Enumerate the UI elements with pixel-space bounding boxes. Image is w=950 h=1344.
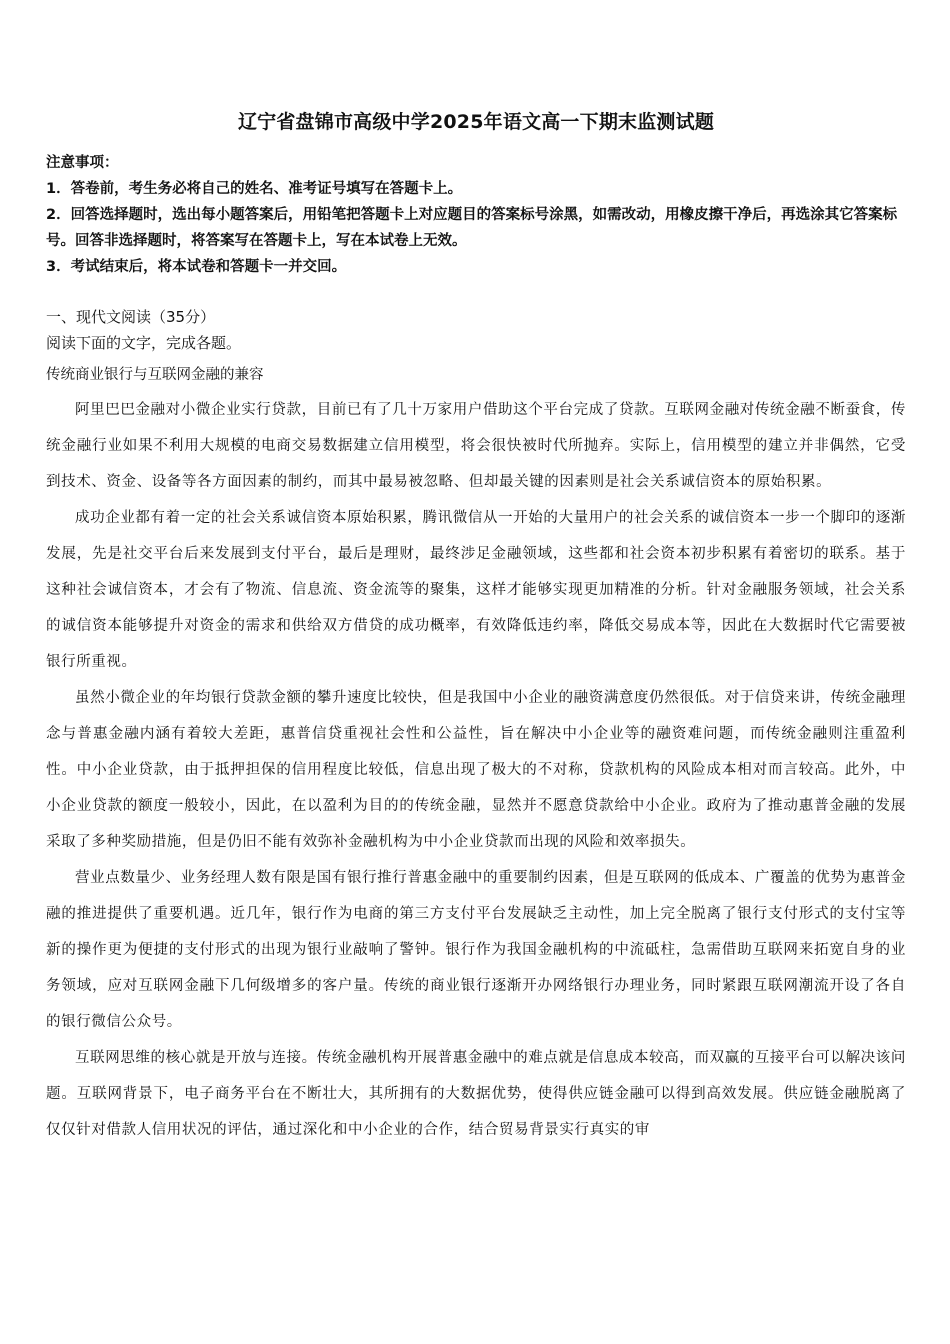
notice-item-2: 2．回答选择题时，选出每小题答案后，用铅笔把答题卡上对应题目的答案标号涂黑，如需改动，用橡皮擦干净后，再选涂其它答案标号。回答非选择题时，将答案写在答题卡上，写在本试卷上无效。 <box>46 207 898 249</box>
page-title: 辽宁省盘锦市高级中学2025年语文高一下期末监测试题 <box>237 111 715 133</box>
notice-block <box>46 150 906 280</box>
notice-item-3: 3．考试结束后，将本试卷和答题卡一并交回。 <box>46 259 347 275</box>
article-paragraph: 阿里巴巴金融对小微企业实行贷款，目前已有了几十万家用户借助这个平台完成了贷款。互联网金融对传统金融不断蚕食，传统金融行业如果不利用大规模的电商交易数据建立信用模型，将会很快被时代所抛弃。实际上，信用模型的建立并非偶然，它受到技术、资金、设备等各方面因素的制约，而其中最易被忽略、但却最关键的因素则是社会关系诚信资本的原始积累。 <box>46 402 906 490</box>
article-title: 传统商业银行与互联网金融的兼容 <box>46 367 264 383</box>
article-paragraph: 虽然小微企业的年均银行贷款金额的攀升速度比较快，但是我国中小企业的融资满意度仍然很低。对于信贷来讲，传统金融理念与普惠金融内涵有着较大差距，惠普信贷重视社会性和公益性，旨在解决中小企业等的融资难问题，而传统金融则注重盈利性。中小企业贷款，由于抵押担保的信用程度比较低，信息出现了极大的不对称，贷款机构的风险成本相对而言较高。此外，中小企业贷款的额度一般较小，因此，在以盈利为目的的传统金融，显然并不愿意贷款给中小企业。政府为了推动惠普金融的发展采取了多种奖励措施，但是仍旧不能有效弥补金融机构为中小企业贷款而出现的风险和效率损失。 <box>46 690 906 850</box>
notice-item-1: 1．答卷前，考生务必将自己的姓名、准考证号填写在答题卡上。 <box>46 181 463 197</box>
article-paragraph: 营业点数量少、业务经理人数有限是国有银行推行普惠金融中的重要制约因素，但是互联网的低成本、广覆盖的优势为惠普金融的推进提供了重要机遇。近几年，银行作为电商的第三方支付平台发展缺乏主动性，加上完全脱离了银行支付形式的支付宝等新的操作更为便捷的支付形式的出现为银行业敲响了警钟。银行作为我国金融机构的中流砥柱，急需借助互联网来拓宽自身的业务领域，应对互联网金融下几何级增多的客户量。传统的商业银行逐渐开办网络银行办理业务，同时紧跟互联网潮流开设了各自的银行微信公众号。 <box>46 870 906 1030</box>
article-paragraph: 互联网思维的核心就是开放与连接。传统金融机构开展普惠金融中的难点就是信息成本较高，而双赢的互接平台可以解决该问题。互联网背景下，电子商务平台在不断壮大，其所拥有的大数据优势，使得供应链金融可以得到高效发展。供应链金融脱离了仅仅针对借款人信用状况的评估，通过深化和中小企业的合作，结合贸易背景实行真实的审 <box>46 1050 906 1138</box>
reading-instruction: 阅读下面的文字，完成各题。 <box>46 334 242 352</box>
article-paragraph: 成功企业都有着一定的社会关系诚信资本原始积累，腾讯微信从一开始的大量用户的社会关系的诚信资本一步一个脚印的逐渐发展，先是社交平台后来发展到支付平台，最后是理财，最终涉足金融领域，这些都和社会资本初步积累有着密切的联系。基于这种社会诚信资本，才会有了物流、信息流、资金流等的聚集，这样才能够实现更加精准的分析。针对金融服务领域，社会关系的诚信资本能够提升对资金的需求和供给双方借贷的成功概率，有效降低违约率，降低交易成本等，因此在大数据时代它需要被银行所重视。 <box>46 510 906 670</box>
section-heading: 一、现代文阅读（35分） <box>46 308 216 326</box>
exam-page <box>46 108 906 1148</box>
notice-heading: 注意事项： <box>46 155 119 171</box>
